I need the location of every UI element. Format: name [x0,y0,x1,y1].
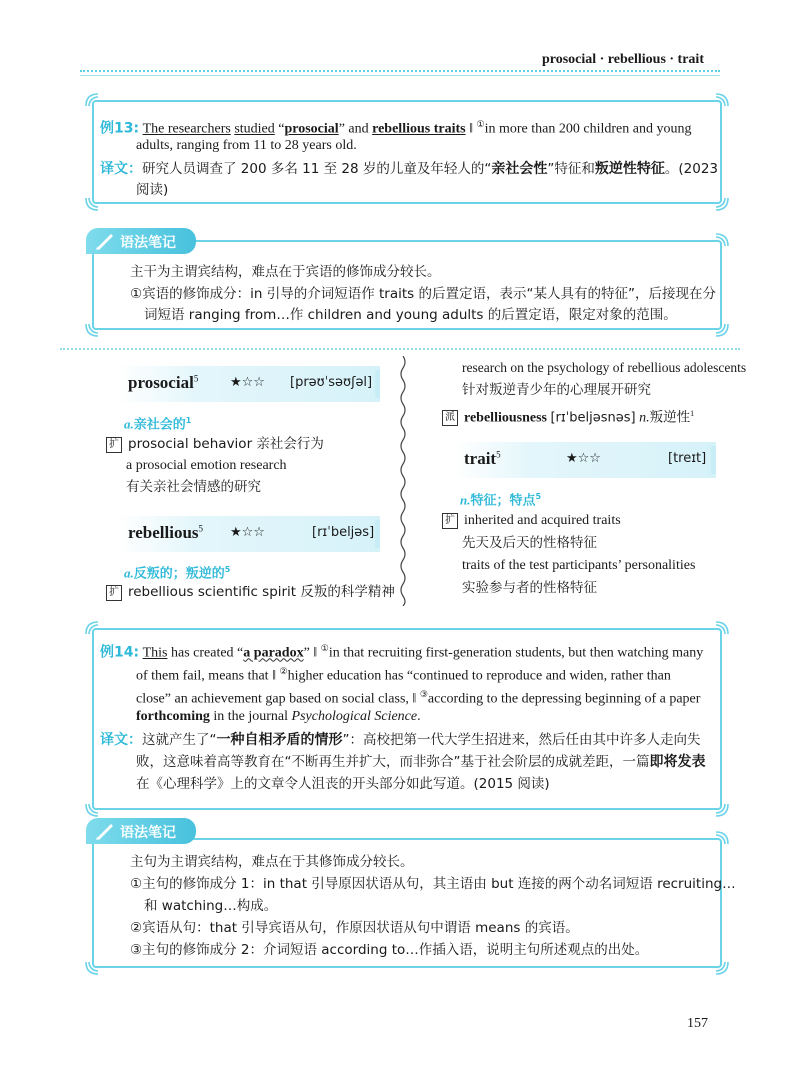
example-13-translation-1: 译文：研究人员调查了 200 多名 11 至 28 岁的儿童及年轻人的“亲社会性”特征和叛逆性特征。(2023 [100,161,718,177]
word-card-trait: trait$^5$ ★☆☆ [treɪt] [454,442,716,478]
note-2-line-3: 和 watching…构成。 [144,898,278,914]
corner-ornament-icon [714,960,730,976]
corner-ornament-icon [714,830,730,846]
corner-ornament-icon [84,92,100,108]
corner-ornament-icon [84,322,100,338]
example-14-line-4: forthcoming in the journal Psychological Science. [136,709,421,724]
corner-ornament-icon [714,92,730,108]
pen-icon [94,821,116,841]
column-divider [399,356,407,606]
expand-icon: 扩 [106,585,122,601]
trait-example-1-translation: 先天及后天的性格特征 [462,535,597,551]
grammar-note-tab: 语法笔记 [86,818,196,844]
example-13-box [92,100,722,204]
trait-example-2-translation: 实验参与者的性格特征 [462,580,597,596]
corner-ornament-icon [714,232,730,248]
prosocial-example-3: 有关亲社会情感的研究 [126,479,261,495]
rebellious-example-2: research on the psychology of rebellious adolescents [462,360,747,375]
trait-example-1: 扩 inherited and acquired traits [442,511,621,531]
example-tag: 例13 [100,120,134,137]
phonetic: [prəʊˈsəʊʃəl] [290,375,373,390]
paradox-highlight: a paradox [243,645,304,661]
corner-ornament-icon [714,802,730,818]
frequency-stars: ★☆☆ [230,375,265,390]
derivative-rebelliousness: 派 rebelliousness [rɪˈbeljəsnəs] n.叛逆性$^1$ [442,404,694,429]
corner-ornament-icon [714,196,730,212]
note-2-line-2: ①主句的修饰成分 1：in that 引导原因状语从句，其主语由 but 连接的两个动名词短语 recruiting… [130,876,736,892]
example-13-line-2: adults, ranging from 11 to 28 years old. [136,138,357,153]
rebellious-example-2-translation: 针对叛逆青少年的心理展开研究 [462,382,651,398]
corner-ornament-icon [84,802,100,818]
pen-icon [94,231,116,251]
example-13-line-1: 例13: The researchers studied “prosocial” and rebellious traits ‖ ①in more than 200 children and young [100,119,692,137]
translation-tag: 译文： [100,732,142,748]
header-rule-thin [80,75,720,76]
page-number: 157 [687,1016,708,1031]
rebellious-example-1: 扩 rebellious scientific spirit 反叛的科学精神 [106,582,395,603]
note-1-line-1: 主干为主谓宾结构，难点在于宾语的修饰成分较长。 [130,264,441,280]
frequency-stars: ★☆☆ [566,451,601,466]
section-separator [60,348,740,350]
headword-rebellious: rebellious [128,523,199,542]
example-14-translation-2: 败，这意味着高等教育在“不断再生并扩大，而非弥合”基于社会阶层的成就差距，一篇即将发表 [136,754,706,770]
note-1-line-2: ①宾语的修饰成分：in 引导的介词短语作 traits 的后置定语，表示“某人具有的特征”，后接现在分 [130,286,716,302]
header-rule [80,70,720,72]
word-card-rebellious: rebellious$^5$ ★☆☆ [rɪˈbeljəs] [118,516,380,552]
example-14-line-3: close” an achievement gap based on social class, ‖ ③according to the depressing beginning of a paper [136,689,701,707]
headword-prosocial: prosocial [128,373,194,392]
note-2-line-4: ②宾语从句：that 引导宾语从句，作原因状语从句中谓语 means 的宾语。 [130,920,579,936]
note-2-line-5: ③主句的修饰成分 2：介词短语 according to…作插入语，说明主句所述观点的出处。 [130,942,649,958]
prosocial-example-2: a prosocial emotion research [126,458,287,473]
object-rebellious-traits: rebellious traits [372,121,466,137]
headword-trait: trait [464,449,497,468]
corner-ornament-icon [714,620,730,636]
example-14-translation-3: 在《心理科学》上的文章令人沮丧的开头部分如此写道。(2015 阅读) [136,776,550,792]
object-prosocial: prosocial [284,121,339,137]
corner-ornament-icon [84,196,100,212]
example-14-line-1: 例14: This has created “a paradox” ‖ ①in that recruiting first-generation students, but then watching many [100,643,704,661]
example-13-translation-2: 阅读) [136,182,169,198]
translation-tag: 译文： [100,161,142,177]
pos-trait: n.特征；特点$^5$ [460,492,542,509]
trait-example-2: traits of the test participants’ personalities [462,558,696,573]
example-14-box [92,628,722,810]
verb-underlined: studied [234,121,275,137]
example-14-translation-1: 译文：这就产生了“一种自相矛盾的情形”：高校把第一代大学生招进来，然后任由其中许多人走向失 [100,732,701,748]
pos-prosocial: a.亲社会的$^1$ [124,416,192,433]
derivative-icon: 派 [442,410,458,426]
note-2-line-1: 主句为主谓宾结构，难点在于其修饰成分较长。 [130,854,414,870]
example-tag: 例14 [100,644,134,661]
note-1-line-3: 词短语 ranging from…作 children and young adults 的后置定语，限定对象的范围。 [144,307,677,323]
corner-ornament-icon [714,322,730,338]
frequency-stars: ★☆☆ [230,525,265,540]
grammar-note-2 [92,838,736,968]
subject-underlined: The researchers [142,121,231,137]
expand-icon: 扩 [442,513,458,529]
phonetic: [treɪt] [668,451,707,466]
running-head: prosocial · rebellious · trait [541,52,704,67]
phonetic: [rɪˈbeljəs] [312,525,375,540]
corner-ornament-icon [84,620,100,636]
grammar-note-tab: 语法笔记 [86,228,196,254]
pos-rebellious: a.反叛的；叛逆的$^5$ [124,565,231,582]
prosocial-example-1: 扩 prosocial behavior 亲社会行为 [106,434,324,455]
corner-ornament-icon [84,960,100,976]
example-14-line-2: of them fail, means that ‖ ②higher education has “continued to reproduce and widen, rather than [136,666,671,684]
expand-icon: 扩 [106,437,122,453]
word-card-prosocial: prosocial$^5$ ★☆☆ [prəʊˈsəʊʃəl] [118,366,380,402]
